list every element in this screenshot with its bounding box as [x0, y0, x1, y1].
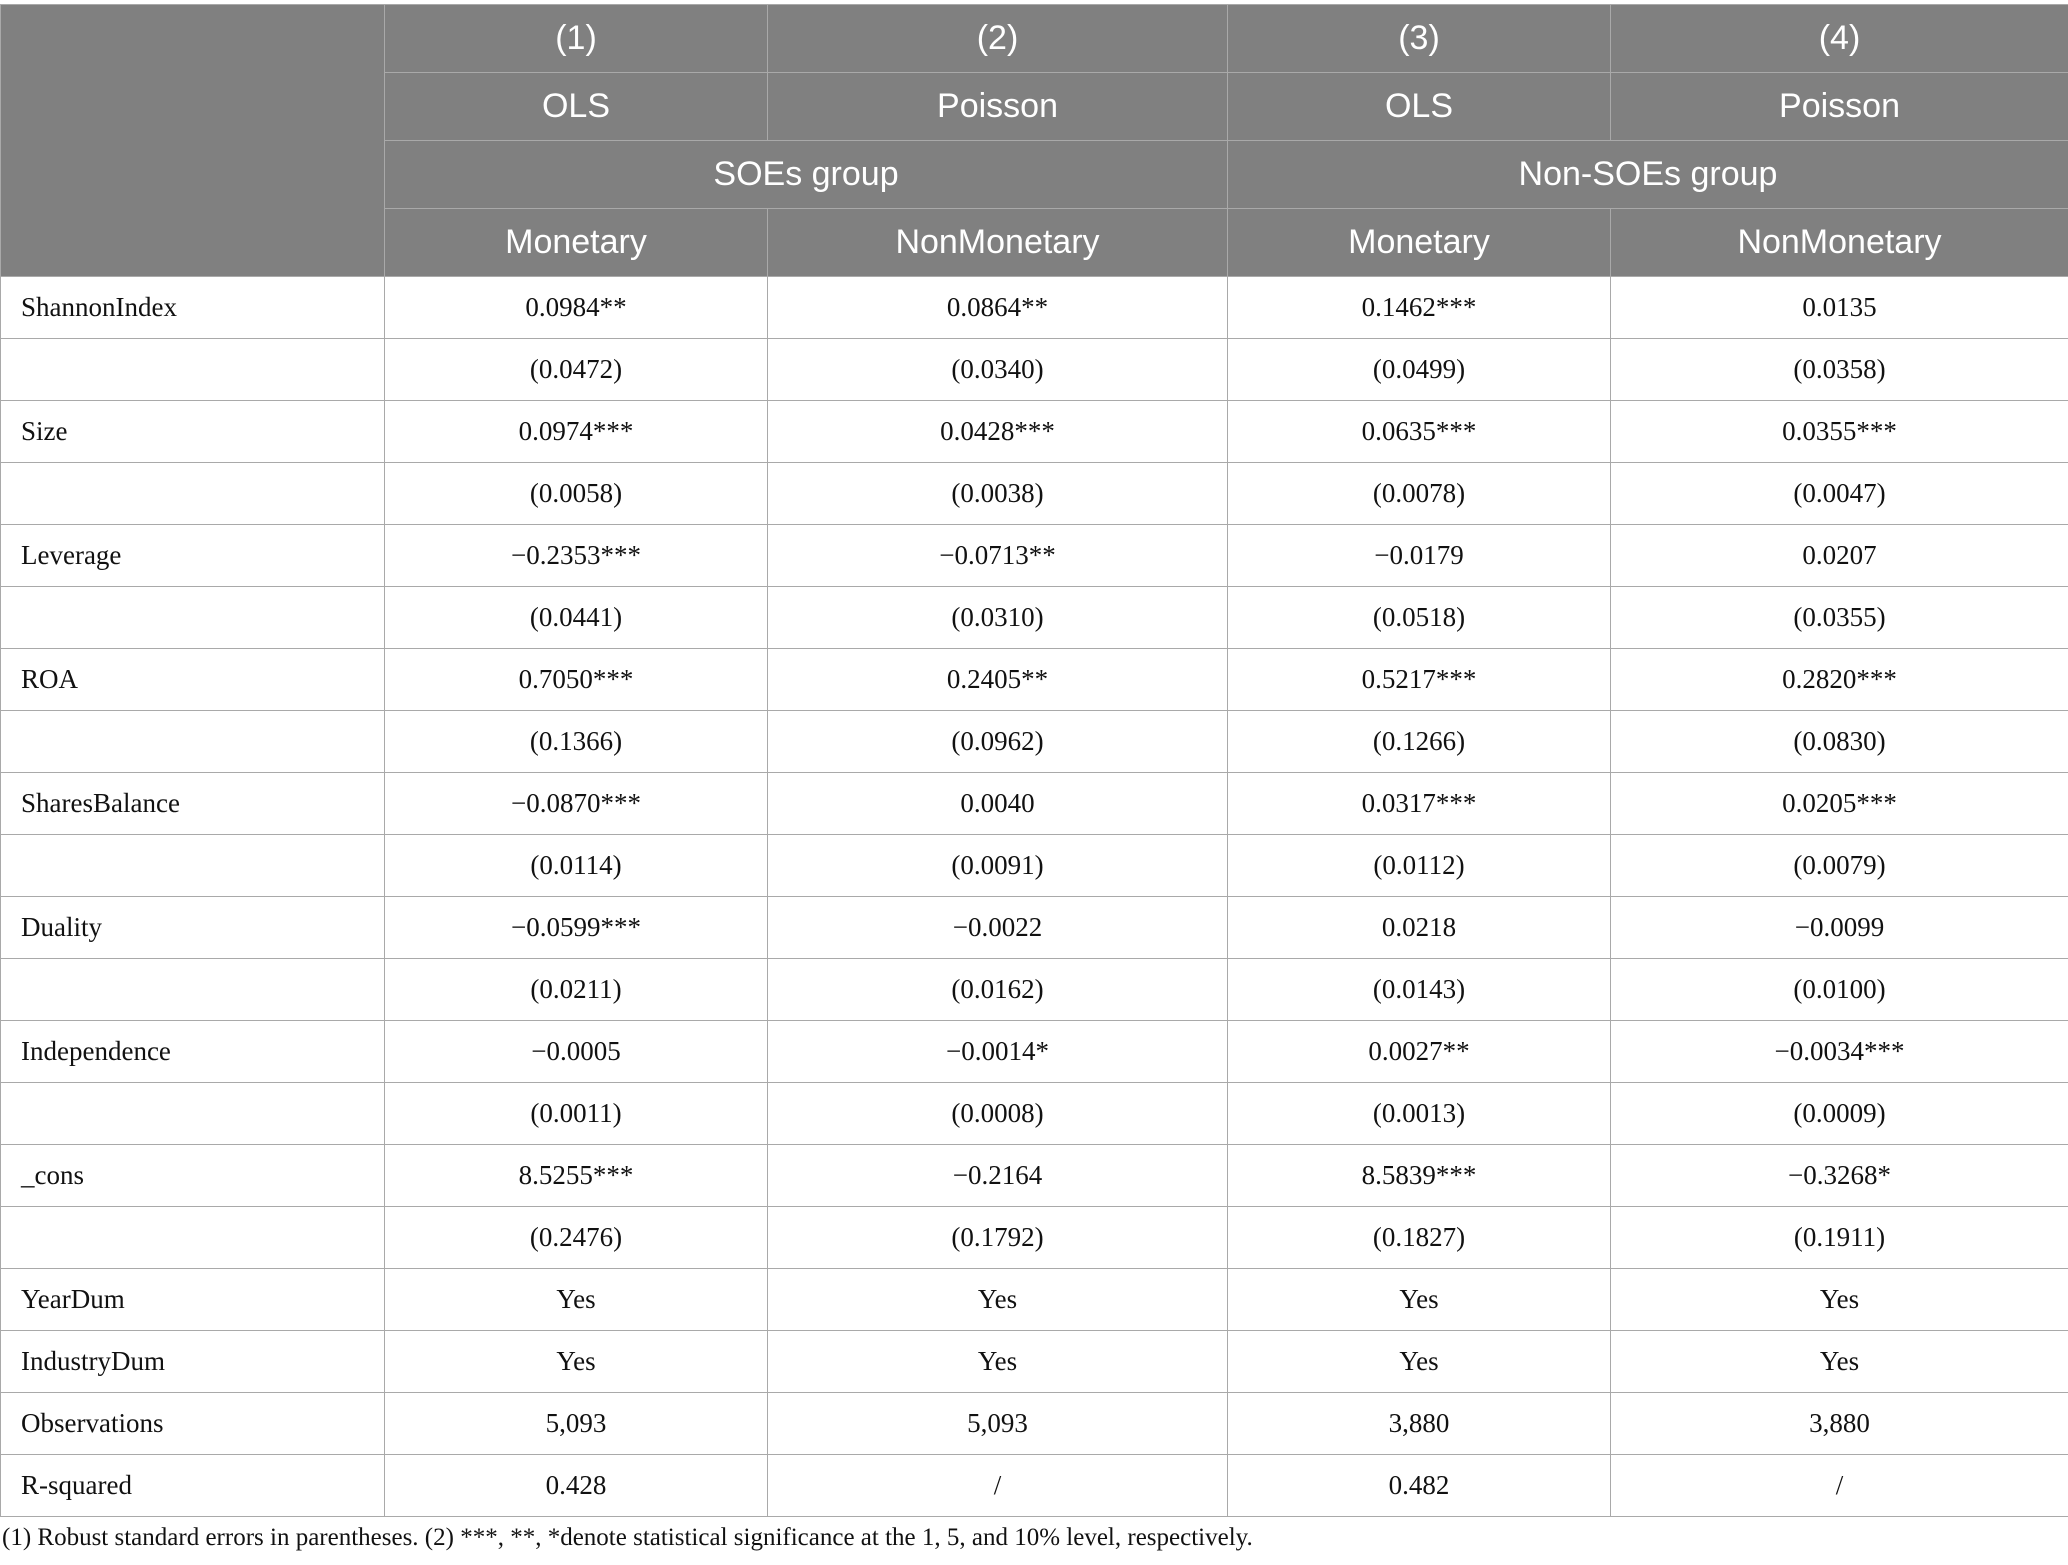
group-label-soes: SOEs group — [385, 141, 1228, 209]
table-cell: 3,880 — [1228, 1393, 1611, 1455]
row-label: R-squared — [1, 1455, 385, 1517]
row-label: ShannonIndex — [1, 277, 385, 339]
table-cell: (0.0472) — [385, 339, 768, 401]
table-cell: 0.2820*** — [1611, 649, 2068, 711]
table-row — [1, 649, 2068, 711]
table-cell: 0.7050*** — [385, 649, 768, 711]
table-cell: (0.0518) — [1228, 587, 1611, 649]
regression-table — [0, 4, 2068, 1517]
table-cell: −0.0599*** — [385, 897, 768, 959]
table-cell: (0.0211) — [385, 959, 768, 1021]
table-cell: 0.0864** — [768, 277, 1228, 339]
table-cell: 0.1462*** — [1228, 277, 1611, 339]
row-label — [1, 587, 385, 649]
table-cell: (0.0143) — [1228, 959, 1611, 1021]
column-number: (4) — [1611, 5, 2068, 73]
table-cell: (0.1266) — [1228, 711, 1611, 773]
row-label: Size — [1, 401, 385, 463]
table-cell: (0.0114) — [385, 835, 768, 897]
column-number: (2) — [768, 5, 1228, 73]
row-label: Observations — [1, 1393, 385, 1455]
table-cell: (0.0047) — [1611, 463, 2068, 525]
table-cell: (0.0058) — [385, 463, 768, 525]
table-header — [1, 5, 2068, 277]
table-row — [1, 401, 2068, 463]
table-cell: (0.0100) — [1611, 959, 2068, 1021]
row-label: SharesBalance — [1, 773, 385, 835]
table-cell: (0.0340) — [768, 339, 1228, 401]
table-row — [1, 835, 2068, 897]
table-cell: 0.428 — [385, 1455, 768, 1517]
table-cell: / — [1611, 1455, 2068, 1517]
table-cell: Yes — [385, 1331, 768, 1393]
table-cell: (0.0009) — [1611, 1083, 2068, 1145]
table-cell: 8.5839*** — [1228, 1145, 1611, 1207]
table-row — [1, 1455, 2068, 1517]
dependent-var-label: NonMonetary — [1611, 209, 2068, 277]
row-label: ROA — [1, 649, 385, 711]
table-cell: 5,093 — [768, 1393, 1228, 1455]
table-cell: 0.0205*** — [1611, 773, 2068, 835]
table-row — [1, 897, 2068, 959]
table-cell: (0.2476) — [385, 1207, 768, 1269]
table-cell: 8.5255*** — [385, 1145, 768, 1207]
header-row-column-numbers — [1, 5, 2068, 73]
table-row — [1, 959, 2068, 1021]
table-cell: (0.0962) — [768, 711, 1228, 773]
table-cell: −0.0099 — [1611, 897, 2068, 959]
table-cell: 0.0207 — [1611, 525, 2068, 587]
table-cell: Yes — [1228, 1269, 1611, 1331]
table-cell: (0.0499) — [1228, 339, 1611, 401]
dependent-var-label: Monetary — [1228, 209, 1611, 277]
table-cell: (0.0310) — [768, 587, 1228, 649]
row-label: YearDum — [1, 1269, 385, 1331]
table-row — [1, 1083, 2068, 1145]
table-cell: −0.0713** — [768, 525, 1228, 587]
table-cell: −0.2353*** — [385, 525, 768, 587]
table-cell: 0.0355*** — [1611, 401, 2068, 463]
row-label — [1, 959, 385, 1021]
table-cell: 0.0974*** — [385, 401, 768, 463]
header-corner-cell — [1, 5, 385, 277]
table-cell: (0.0078) — [1228, 463, 1611, 525]
table-cell: (0.0355) — [1611, 587, 2068, 649]
row-label: IndustryDum — [1, 1331, 385, 1393]
table-row — [1, 1207, 2068, 1269]
method-label: OLS — [1228, 73, 1611, 141]
table-cell: −0.3268* — [1611, 1145, 2068, 1207]
table-row — [1, 1145, 2068, 1207]
column-number: (1) — [385, 5, 768, 73]
table-cell: 0.0135 — [1611, 277, 2068, 339]
row-label: Duality — [1, 897, 385, 959]
table-cell: Yes — [1611, 1331, 2068, 1393]
table-row — [1, 339, 2068, 401]
table-row — [1, 773, 2068, 835]
table-cell: Yes — [1611, 1269, 2068, 1331]
row-label — [1, 339, 385, 401]
table-cell: −0.0870*** — [385, 773, 768, 835]
table-cell: Yes — [768, 1269, 1228, 1331]
table-cell: −0.0022 — [768, 897, 1228, 959]
table-cell: 0.482 — [1228, 1455, 1611, 1517]
row-label: Leverage — [1, 525, 385, 587]
table-cell: −0.0034*** — [1611, 1021, 2068, 1083]
table-cell: (0.1366) — [385, 711, 768, 773]
table-footnote: (1) Robust standard errors in parentheses. (2) ***, **, *denote statistical significance at the 1, 5, and 10% level, respectively. — [2, 1524, 1253, 1551]
table-cell: Yes — [385, 1269, 768, 1331]
column-number: (3) — [1228, 5, 1611, 73]
table-cell: −0.0014* — [768, 1021, 1228, 1083]
dependent-var-label: Monetary — [385, 209, 768, 277]
table-row — [1, 1393, 2068, 1455]
method-label: Poisson — [768, 73, 1228, 141]
table-cell: 0.2405** — [768, 649, 1228, 711]
table-row — [1, 711, 2068, 773]
table-cell: 0.0218 — [1228, 897, 1611, 959]
table-cell: 0.0040 — [768, 773, 1228, 835]
table-cell: 3,880 — [1611, 1393, 2068, 1455]
row-label — [1, 1083, 385, 1145]
table-cell: (0.1827) — [1228, 1207, 1611, 1269]
table-row — [1, 1021, 2068, 1083]
table-cell: / — [768, 1455, 1228, 1517]
table-cell: Yes — [768, 1331, 1228, 1393]
table-row — [1, 1269, 2068, 1331]
table-cell: 5,093 — [385, 1393, 768, 1455]
table-cell: 0.0635*** — [1228, 401, 1611, 463]
table-cell: (0.0013) — [1228, 1083, 1611, 1145]
table-cell: 0.5217*** — [1228, 649, 1611, 711]
row-label — [1, 1207, 385, 1269]
method-label: Poisson — [1611, 73, 2068, 141]
table-cell: (0.0079) — [1611, 835, 2068, 897]
table-row — [1, 587, 2068, 649]
dependent-var-label: NonMonetary — [768, 209, 1228, 277]
table-row — [1, 463, 2068, 525]
method-label: OLS — [385, 73, 768, 141]
table-cell: (0.0112) — [1228, 835, 1611, 897]
table-cell: Yes — [1228, 1331, 1611, 1393]
table-cell: (0.0008) — [768, 1083, 1228, 1145]
table-cell: 0.0984** — [385, 277, 768, 339]
table-cell: (0.1792) — [768, 1207, 1228, 1269]
table-cell: (0.0162) — [768, 959, 1228, 1021]
table-cell: (0.0091) — [768, 835, 1228, 897]
row-label — [1, 835, 385, 897]
table-cell: 0.0317*** — [1228, 773, 1611, 835]
table-cell: −0.2164 — [768, 1145, 1228, 1207]
row-label: _cons — [1, 1145, 385, 1207]
table-cell: (0.0441) — [385, 587, 768, 649]
table-row — [1, 1331, 2068, 1393]
table-cell: (0.0358) — [1611, 339, 2068, 401]
table-cell: 0.0428*** — [768, 401, 1228, 463]
group-label-non-soes: Non-SOEs group — [1228, 141, 2068, 209]
table-cell: (0.0038) — [768, 463, 1228, 525]
table-cell: (0.0011) — [385, 1083, 768, 1145]
table-row — [1, 277, 2068, 339]
table-cell: (0.1911) — [1611, 1207, 2068, 1269]
table-cell: −0.0179 — [1228, 525, 1611, 587]
table-row — [1, 525, 2068, 587]
table-cell: (0.0830) — [1611, 711, 2068, 773]
row-label — [1, 463, 385, 525]
table-body — [1, 277, 2068, 1517]
table-cell: −0.0005 — [385, 1021, 768, 1083]
row-label: Independence — [1, 1021, 385, 1083]
row-label — [1, 711, 385, 773]
table-cell: 0.0027** — [1228, 1021, 1611, 1083]
